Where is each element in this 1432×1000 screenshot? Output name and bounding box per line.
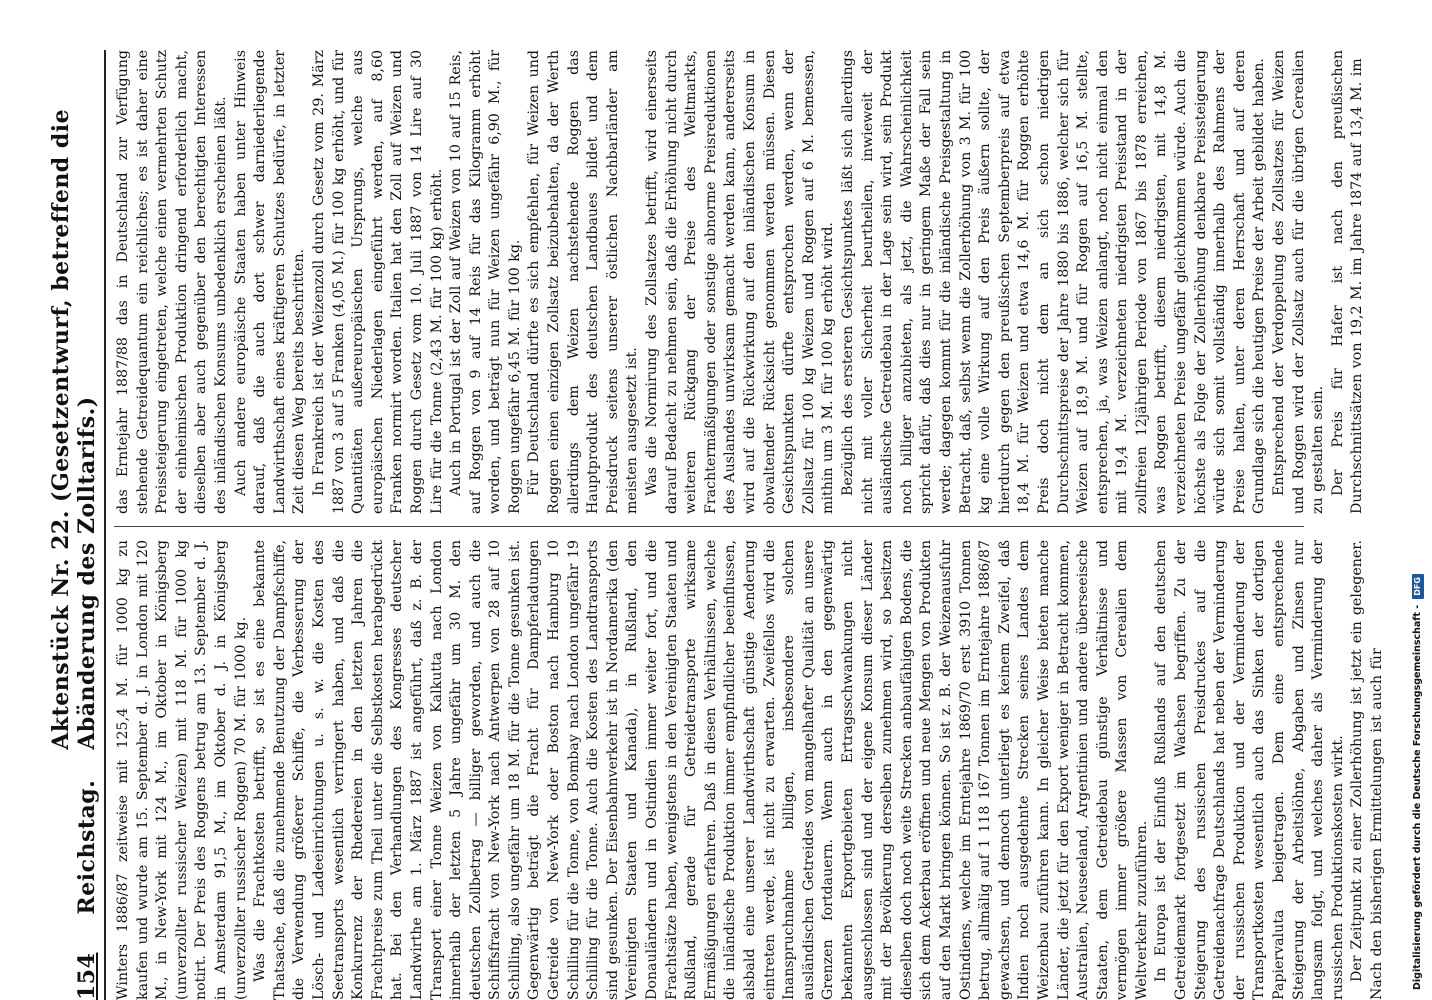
paragraph: Der Zeitpunkt zu einer Zollerhöhung ist jetzt ein gelegener. Nach den bisherigen Ermittelungen ist auch für — [1349, 540, 1385, 1000]
column-divider — [114, 526, 1304, 527]
header-rule — [104, 50, 106, 1000]
paragraph: Für Deutschland dürfte es sich empfehlen, für Weizen und Roggen einen einzigen Zollsatz beizubehalten, da der Werth allerdings dem Weizen nachstehende Roggen das Hauptprodukt des deutschen Landbaues bildet und dem Preisdruck seitens unserer östlichen Nachbarländer am meisten ausgesetzt ist. — [526, 50, 641, 514]
paragraph: Der Preis für Hafer ist nach den preußischen Durchschnittsätzen von 19,2 M. im Jahre 1874 auf 13,4 M. im — [1329, 50, 1366, 514]
running-title: Aktenstück Nr. 22. (Gesetzentwurf, betreffend die Abänderung des Zolltarifs.) — [48, 108, 100, 750]
credit-text: Digitalisierung gefördert durch die Deutsche Forschungsgemeinschaft - — [1412, 604, 1423, 990]
paragraph: das Erntejahr 1887/88 das in Deutschland zur Verfügung stehende Getreidequantum ein reichliches; es ist daher eine Preissteigerung eingetreten, welche einen vermehrten Schutz der einheimischen Produktion dringend erforderlich macht, dieselben aber auch gegenüber den berechtigten Interessen des inländischen Konsums unbedenklich erscheinen läßt. — [115, 50, 229, 514]
page-header — [48, 50, 100, 1000]
paragraph: In Frankreich ist der Weizenzoll durch Gesetz vom 29. März 1887 von 3 auf 5 Franken (4,05 M.) für 100 kg erhöht, und für Quantitäten außereuropäischen Ursprungs, welche aus europäischen Niederlagen eingeführt werden, auf 8,60 Franken normirt worden. Italien hat den Zoll auf Weizen und Roggen durch Gesetz vom 10. Juli 1887 von 14 Lire auf 30 Lire für die Tonne (2,43 M. für 100 kg) erhöht. — [310, 50, 445, 514]
paragraph: Winters 1886/87 zeitweise mit 125,4 M. für 1000 kg zu kaufen und wurde am 15. September d. J. in London mit 120 M., in New-York mit 124 M., im Oktober in Königsberg (unverzollter russischer Weizen) mit 118 M. für 1000 kg notirt. Der Preis des Roggens betrug am 13. September d. J. in Amsterdam 91,5 M., im Oktober d. J. in Königsberg (unverzollter russischer Roggen) 70 M. für 1000 kg. — [115, 540, 249, 1000]
paragraph: Was die Normirung des Zollsatzes betrifft, wird einerseits darauf Bedacht zu nehmen sein, daß die Erhöhung nicht durch weiteren Rückgang der Preise des Weltmarkts, Frachtermäßigungen oder sonstige abnorme Preisreduktionen des Auslandes unwirksam gemacht werden kann, andererseits wird auf die Rückwirkung auf den inländischen Konsum in obwaltender Rücksicht genommen werden müssen. Diesen Gesichtspunkten dürfte entsprochen werden, wenn der Zollsatz für 100 kg Weizen und Roggen auf 6 M. bemessen, mithin um 3 M. für 100 kg erhöht wird. — [644, 50, 837, 514]
paragraph: Bezüglich des ersteren Gesichtspunktes läßt sich allerdings nicht mit voller Sicherheit beurtheilen, inwieweit der ausländische Getreidebau in der Lage sein wird, sein Produkt noch billiger anzubieten, als jetzt, die Wahrscheinlichkeit spricht dafür, daß dies nur in geringem Maße der Fall sein werde; dagegen kommt für die inländische Preisgestaltung in Betracht, daß, selbst wenn die Zollerhöhung von 3 M. für 100 kg eine volle Wirkung auf den Preis äußern sollte, der hierdurch gegen den preußischen Septemberpreis auf etwa 18,4 M. für Weizen und etwa 14,6 M. für Roggen erhöhte Preis doch nicht dem an sich schon niedrigen Durchschnittspreise der Jahre 1880 bis 1886, welcher sich für Weizen auf 18,9 M. und für Roggen auf 16,5 M. stellte, entsprechen, ja, was Weizen anlangt, noch nicht einmal den mit 19,4 M. verzeichneten niedrigsten Preisstand in der zollfreien 12jährigen Periode von 1867 bis 1878 erreichen, was Roggen betrifft, diesem niedrigsten, mit 14,8 M. verzeichneten Preise ungefähr gleichkommen würde. Auch die höchste als Folge der Zollerhöhung denkbare Preissteigerung würde sich somit vollständig innerhalb des Rahmens der Preise halten, unter deren Herrschaft und auf deren Grundlage sich die heutigen Preise der Arbeit gebildet haben. — [839, 50, 1268, 514]
paragraph: Entsprechend der Verdoppelung des Zollsatzes für Weizen und Roggen wird der Zollsatz auch für die übrigen Cerealien zu gestalten sein. — [1271, 50, 1327, 514]
left-column — [114, 540, 1385, 1000]
paragraph: In Europa ist der Einfluß Rußlands auf den deutschen Getreidemarkt fortgesetzt im Wachsen begriffen. Zu der Steigerung des russischen Preisdruckes auf die Getreidenachfrage Deutschlands hat neben der Verminderung der russischen Produktion und der Verminderung der Transportkosten wesentlich auch das Sinken der dortigen Papiervaluta beigetragen. Dem eine entsprechende Steigerung der Arbeitslöhne, Abgaben und Zinsen nur langsam folgt, und welches daher als Verminderung der russischen Produktionskosten wirkt. — [1153, 540, 1346, 1000]
running-head-left: Reichstag. — [74, 779, 100, 915]
dfg-logo: DFG — [1412, 574, 1424, 599]
right-column — [114, 50, 1366, 514]
document-page — [48, 50, 1385, 1000]
paragraph: Was die Frachtkosten betrifft, so ist es eine bekannte Thatsache, daß die zunehmende Benutzung der Dampfschiffe, die Verwendung größerer Schiffe, die Verbesserung der Lösch- und Ladeeinrichtungen u. s. w. die Kosten des Seetransports wesentlich verringert haben, und daß die Konkurrenz der Rhedereien in den letzten Jahren die Frachtpreise zum Theil unter die Selbstkosten herabgedrückt hat. Bei den Verhandlungen des Kongresses deutscher Landwirthe am 1. März 1887 ist angeführt, daß z. B. der Transport einer Tonne Weizen von Kalkutta nach London innerhalb der letzten 5 Jahre ungefähr um 30 M. den deutschen Zollbetrag — billiger geworden, und auch die Schiffsfracht von New-York nach Antwerpen von 28 auf 10 Schilling, also ungefähr um 18 M. für die Tonne gesunken ist. Gegenwärtig beträgt die Fracht für Dampferladungen Getreide von New-York oder Boston nach Hamburg 10 Schilling für die Tonne, von Bombay nach London ungefähr 19 Schilling für die Tonne. Auch die Kosten des Landtransports sind gesunken. Der Eisenbahnverkehr ist in Nordamerika (den Vereinigten Staaten und Kanada), in Rußland, den Donauländern und in Ostindien immer weiter fort, und die Frachtsätze haben, wenigstens in den Vereinigten Staaten und Rußland, gerade für Getreidetransporte wirksame Ermäßigungen erfahren. Daß in diesen Verhältnissen, welche die inländische Produktion immer empfindlicher beeinflussen, alsbald eine unserer Landwirthschaft günstige Aenderung eintreten werde, ist nicht zu erwarten. Zweifellos wird die Inanspruchnahme billigen, insbesondere solchen ausländischen Getreides von mangelhafter Qualität an unsere Grenzen fortdauern. Wenn auch in den gegenwärtig bekannten Exportgebieten Ertragsschwankungen nicht ausgeschlossen sind und der eigene Konsum dieser Länder mit der Bevölkerung derselben zunehmen wird, so besitzen dieselben doch noch weite Strecken anbaufähigen Bodens, die sich dem Ackerbau eröffnen und neue Mengen von Produkten auf den Markt bringen können. So ist z. B. der Weizenausfuhr Ostindiens, welche im Erntejahre 1869/70 erst 3910 Tonnen betrug, allmälig auf 1 118 167 Tonnen im Erntejahre 1886/87 gewachsen, und dennoch unterliegt es keinem Zweifel, daß Indien noch ausgedehnte Strecken seines Landes dem Weizenbau zuführen kann. In gleicher Weise bieten manche Länder, die jetzt für den Export weniger in Betracht kommen, Australien, Neuseeland, Argentinien und andere überseeische Staaten, dem Getreidebau günstige Verhältnisse und vermögen immer größere Massen von Cerealien dem Weltverkehr zuzuführen. — [252, 540, 1150, 1000]
paragraph: Auch in Portugal ist der Zoll auf Weizen von 10 auf 15 Reis, auf Roggen von 9 auf 14 Reis für das Kilogramm erhöht worden, und beträgt nun für Weizen ungefähr 6,90 M., für Roggen ungefähr 6,45 M. für 100 kg. — [448, 50, 523, 514]
paragraph: Auch andere europäische Staaten haben unter Hinweis darauf, daß die auch dort schwer darniederliegende Landwirthschaft eines kräftigeren Schutzes bedürfe, in letzter Zeit diesen Weg bereits beschritten. — [232, 50, 308, 514]
page-number: 154 — [74, 952, 100, 1000]
digitization-credit — [1408, 0, 1428, 990]
